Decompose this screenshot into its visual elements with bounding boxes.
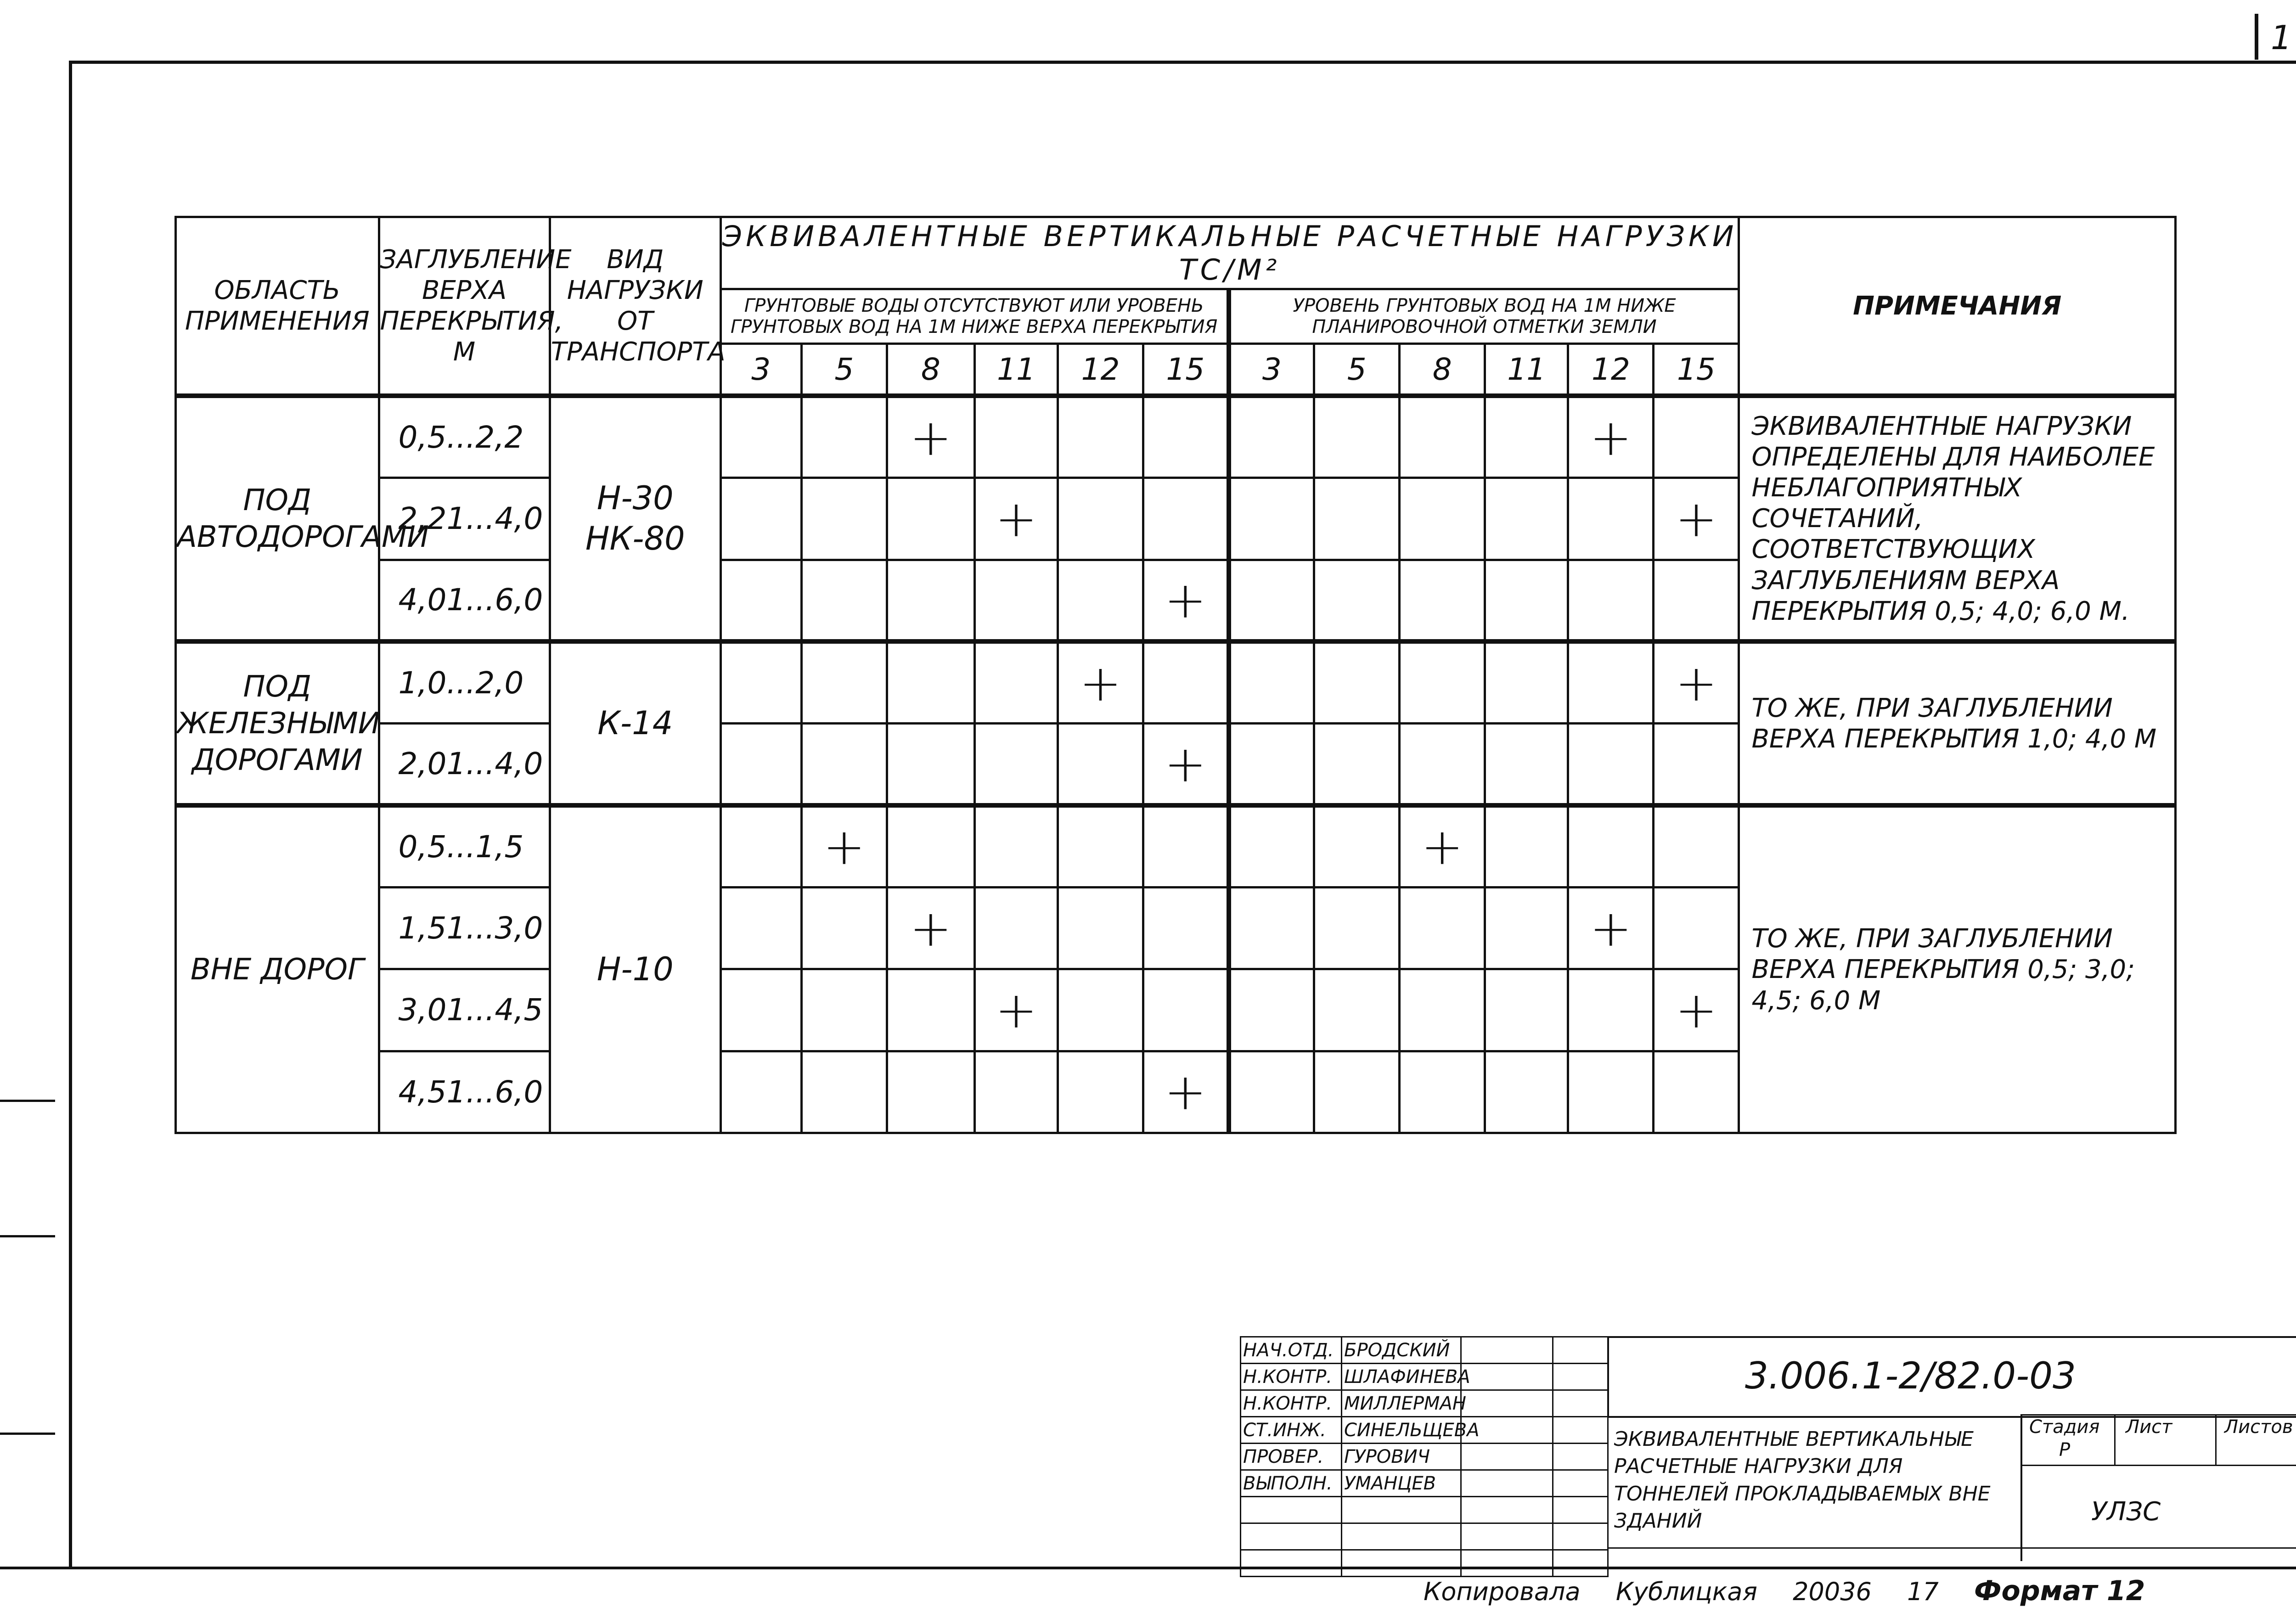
load-cell <box>1229 1051 1314 1133</box>
load-cell <box>1654 887 1739 969</box>
plus-mark: + <box>1675 489 1717 548</box>
footer-format: Формат 12 <box>1974 1575 2145 1607</box>
load-cell <box>801 1051 887 1133</box>
load-cell <box>887 478 974 560</box>
document-code: 3.006.1-2/82.0-03 <box>1745 1354 2076 1397</box>
signature-mark <box>1461 1470 1553 1497</box>
load-cell <box>1400 641 1485 723</box>
load-cell <box>1485 641 1568 723</box>
load-cell <box>801 396 887 478</box>
load-cell <box>887 805 974 887</box>
load-cell <box>1143 396 1229 478</box>
header-notes: ПРИМЕЧАНИЯ <box>1739 217 2176 396</box>
header-group-wet: УРОВЕНЬ ГРУНТОВЫХ ВОД НА 1М НИЖЕ ПЛАНИРОВОЧНОЙ ОТМЕТКИ ЗЕМЛИ <box>1229 289 1739 343</box>
frame-top-line <box>69 61 2296 64</box>
signature-row <box>1241 1390 1608 1417</box>
signature-date <box>1553 1417 1608 1444</box>
load-cell <box>720 887 801 969</box>
load-cell <box>887 724 974 805</box>
title-block-signatures <box>1240 1336 1609 1577</box>
load-cell <box>887 969 974 1051</box>
load-cell <box>720 641 801 723</box>
header-loads-title: ЭКВИВАЛЕНТНЫЕ ВЕРТИКАЛЬНЫЕ РАСЧЕТНЫЕ НАГРУЗКИ ТС/М² <box>720 217 1739 289</box>
signature-role: ПРОВЕР. <box>1241 1444 1342 1470</box>
load-cell <box>1314 396 1400 478</box>
load-cell <box>1143 560 1229 641</box>
load-cell <box>1485 396 1568 478</box>
signature-date <box>1553 1444 1608 1470</box>
table-row <box>176 641 2176 723</box>
load-cell <box>887 1051 974 1133</box>
load-cell <box>1143 478 1229 560</box>
load-cell <box>887 396 974 478</box>
load-cell <box>1143 969 1229 1051</box>
area-cell: ПОД ЖЕЛЕЗНЫМИ ДОРОГАМИ <box>176 641 379 805</box>
signature-name: УМАНЦЕВ <box>1342 1470 1461 1497</box>
sheets-label: Листов <box>2224 1416 2293 1438</box>
depth-cell: 4,51...6,0 <box>379 1051 550 1133</box>
load-cell <box>1058 805 1143 887</box>
signature-name: МИЛЛЕРМАН <box>1342 1390 1461 1417</box>
load-cell <box>801 478 887 560</box>
load-cell <box>887 560 974 641</box>
signature-role: НАЧ.ОТД. <box>1241 1337 1342 1364</box>
depth-cell: 2,21...4,0 <box>379 478 550 560</box>
load-cell <box>1058 969 1143 1051</box>
table-row <box>176 805 2176 887</box>
load-cell <box>1400 969 1485 1051</box>
load-cell <box>1229 805 1314 887</box>
depth-cell: 1,51...3,0 <box>379 887 550 969</box>
load-cell <box>1143 1051 1229 1133</box>
load-cell <box>1568 396 1654 478</box>
signature-empty-cell <box>1342 1550 1461 1577</box>
load-cell <box>1400 1051 1485 1133</box>
load-cell <box>1400 560 1485 641</box>
plus-mark: + <box>1421 817 1463 877</box>
load-cell <box>974 560 1058 641</box>
load-cell <box>1654 560 1739 641</box>
load-cell <box>974 641 1058 723</box>
load-cell <box>974 887 1058 969</box>
stage-value: Р <box>2059 1439 2071 1461</box>
depth-cell: 3,01...4,5 <box>379 969 550 1051</box>
load-cell <box>1314 1051 1400 1133</box>
title-bottom-line <box>1607 1547 2296 1549</box>
load-cell <box>974 478 1058 560</box>
load-cell <box>1568 724 1654 805</box>
plus-mark: + <box>995 489 1038 548</box>
load-cell <box>1058 724 1143 805</box>
load-cell <box>720 724 801 805</box>
load-cell <box>1058 887 1143 969</box>
depth-cell: 2,01...4,0 <box>379 724 550 805</box>
load-cell <box>1654 478 1739 560</box>
footer-name: Кублицкая <box>1615 1577 1757 1606</box>
depth-cell: 0,5...1,5 <box>379 805 550 887</box>
footer-number: 20036 <box>1793 1577 1872 1606</box>
load-cell <box>1400 396 1485 478</box>
signature-role: Н.КОНТР. <box>1241 1390 1342 1417</box>
column-header: 8 <box>887 343 974 396</box>
area-cell: ВНЕ ДОРОГ <box>176 805 379 1133</box>
column-header: 3 <box>1229 343 1314 396</box>
load-cell <box>1058 1051 1143 1133</box>
plus-mark: + <box>909 899 952 958</box>
load-cell <box>974 724 1058 805</box>
plus-mark: + <box>995 980 1038 1039</box>
load-cell <box>1143 724 1229 805</box>
load-cell <box>1143 887 1229 969</box>
frame-bottom-line <box>0 1567 2296 1569</box>
signature-row <box>1241 1550 1608 1577</box>
load-cell <box>1314 478 1400 560</box>
load-cell <box>801 560 887 641</box>
load-cell <box>1485 969 1568 1051</box>
load-cell <box>887 887 974 969</box>
load-cell <box>1229 560 1314 641</box>
load-cell <box>1568 560 1654 641</box>
edge-mark <box>0 1433 55 1435</box>
signature-empty-cell <box>1461 1497 1553 1523</box>
signature-row <box>1241 1470 1608 1497</box>
load-cell <box>1314 724 1400 805</box>
load-type-cell: К-14 <box>550 641 720 805</box>
load-cell <box>801 887 887 969</box>
plus-mark: + <box>1164 1062 1207 1122</box>
signature-row <box>1241 1364 1608 1390</box>
load-cell <box>1314 969 1400 1051</box>
area-cell: ПОД АВТОДОРОГАМИ <box>176 396 379 641</box>
plus-mark: + <box>1589 899 1632 958</box>
signature-empty-cell <box>1461 1523 1553 1550</box>
load-cell <box>1400 805 1485 887</box>
stage-label: Стадия <box>2029 1416 2100 1438</box>
load-cell <box>1568 1051 1654 1133</box>
plus-mark: + <box>1675 980 1717 1039</box>
signature-date <box>1553 1337 1608 1364</box>
footer-copied: Копировала <box>1424 1577 1581 1606</box>
column-header: 5 <box>801 343 887 396</box>
footer-sheet: 17 <box>1907 1577 1939 1606</box>
column-header: 11 <box>1485 343 1568 396</box>
signature-role: ВЫПОЛН. <box>1241 1470 1342 1497</box>
load-cell <box>1314 641 1400 723</box>
load-type-cell: Н-30 НК-80 <box>550 396 720 641</box>
load-cell <box>1485 805 1568 887</box>
load-cell <box>1229 478 1314 560</box>
load-cell <box>1400 887 1485 969</box>
load-cell <box>1058 560 1143 641</box>
footer <box>1424 1575 2172 1607</box>
sheet-label: Лист <box>2126 1416 2172 1438</box>
organization: УЛЗС <box>2091 1497 2161 1527</box>
column-header: 12 <box>1058 343 1143 396</box>
plus-mark: + <box>1164 734 1207 793</box>
signature-mark <box>1461 1364 1553 1390</box>
column-header: 12 <box>1568 343 1654 396</box>
load-cell <box>1058 478 1143 560</box>
signature-role: Н.КОНТР. <box>1241 1364 1342 1390</box>
signature-name: СИНЕЛЬЩЕВА <box>1342 1417 1461 1444</box>
document-title: ЭКВИВАЛЕНТНЫЕ ВЕРТИКАЛЬНЫЕ РАСЧЕТНЫЕ НАГРУЗКИ ДЛЯ ТОННЕЛЕЙ ПРОКЛАДЫВАЕМЫХ ВНЕ ЗДАНИЙ <box>1614 1427 1991 1533</box>
signature-date <box>1553 1470 1608 1497</box>
depth-cell: 0,5...2,2 <box>379 396 550 478</box>
signature-empty-cell <box>1553 1497 1608 1523</box>
signature-row <box>1241 1444 1608 1470</box>
load-cell <box>1568 969 1654 1051</box>
load-cell <box>1568 641 1654 723</box>
signature-date <box>1553 1364 1608 1390</box>
load-cell <box>1485 560 1568 641</box>
load-cell <box>1058 641 1143 723</box>
load-cell <box>887 641 974 723</box>
plus-mark: + <box>1589 408 1632 467</box>
corner-tick <box>2255 14 2258 60</box>
load-cell <box>720 396 801 478</box>
header-depth: ЗАГЛУБЛЕНИЕ ВЕРХА ПЕРЕКРЫТИЯ, М <box>379 217 550 396</box>
signature-empty-cell <box>1241 1523 1342 1550</box>
signature-date <box>1553 1390 1608 1417</box>
signature-name: ГУРОВИЧ <box>1342 1444 1461 1470</box>
signature-empty-cell <box>1461 1550 1553 1577</box>
edge-mark <box>0 1100 55 1102</box>
signature-row <box>1241 1523 1608 1550</box>
loads-table <box>174 216 2177 1134</box>
load-cell <box>974 969 1058 1051</box>
load-cell <box>1143 641 1229 723</box>
signature-name: БРОДСКИЙ <box>1342 1337 1461 1364</box>
signature-mark <box>1461 1444 1553 1470</box>
signature-empty-cell <box>1553 1550 1608 1577</box>
load-cell <box>801 969 887 1051</box>
signature-empty-cell <box>1342 1497 1461 1523</box>
load-cell <box>1654 969 1739 1051</box>
load-cell <box>1568 478 1654 560</box>
depth-cell: 4,01...6,0 <box>379 560 550 641</box>
load-cell <box>1143 805 1229 887</box>
signature-row <box>1241 1497 1608 1523</box>
signature-mark <box>1461 1337 1553 1364</box>
load-cell <box>1314 805 1400 887</box>
column-header: 15 <box>1143 343 1229 396</box>
load-cell <box>720 969 801 1051</box>
signature-empty-cell <box>1342 1523 1461 1550</box>
signature-mark <box>1461 1390 1553 1417</box>
load-cell <box>1568 887 1654 969</box>
load-cell <box>1229 887 1314 969</box>
load-cell <box>974 805 1058 887</box>
plus-mark: + <box>1675 653 1717 713</box>
load-cell <box>1485 724 1568 805</box>
load-cell <box>720 805 801 887</box>
load-cell <box>1229 396 1314 478</box>
load-cell <box>1568 805 1654 887</box>
edge-mark <box>0 1235 55 1237</box>
signature-name: ШЛАФИНЕВА <box>1342 1364 1461 1390</box>
signature-empty-cell <box>1553 1523 1608 1550</box>
load-cell <box>1654 805 1739 887</box>
load-cell <box>801 724 887 805</box>
signature-row <box>1241 1337 1608 1364</box>
column-header: 15 <box>1654 343 1739 396</box>
plus-mark: + <box>909 408 952 467</box>
table-row <box>176 396 2176 478</box>
load-cell <box>720 478 801 560</box>
plus-mark: + <box>1164 570 1207 629</box>
load-type-cell: Н-10 <box>550 805 720 1133</box>
load-cell <box>1485 887 1568 969</box>
load-cell <box>974 1051 1058 1133</box>
load-cell <box>1400 724 1485 805</box>
load-cell <box>720 560 801 641</box>
load-cell <box>1229 641 1314 723</box>
title-stage-box <box>2020 1414 2296 1561</box>
header-load-type: ВИД НАГРУЗКИ ОТ ТРАНСПОРТА <box>550 217 720 396</box>
load-cell <box>1314 887 1400 969</box>
note-cell: ЭКВИВАЛЕНТНЫЕ НАГРУЗКИ ОПРЕДЕЛЕНЫ ДЛЯ НАИБОЛЕЕ НЕБЛАГОПРИЯТНЫХ СОЧЕТАНИЙ, СООТВЕТСТВУЮЩИХ ЗАГЛУБЛЕНИЯМ ВЕРХА ПЕРЕКРЫТИЯ 0,5; 4,0; 6,0 М. <box>1739 396 2176 641</box>
load-cell <box>1229 969 1314 1051</box>
column-header: 8 <box>1400 343 1485 396</box>
load-cell <box>801 641 887 723</box>
plus-mark: + <box>823 817 866 877</box>
header-group-dry: ГРУНТОВЫЕ ВОДЫ ОТСУТСТВУЮТ ИЛИ УРОВЕНЬ ГРУНТОВЫХ ВОД НА 1М НИЖЕ ВЕРХА ПЕРЕКРЫТИЯ <box>720 289 1228 343</box>
load-cell <box>1654 1051 1739 1133</box>
load-cell <box>1485 478 1568 560</box>
signature-empty-cell <box>1241 1497 1342 1523</box>
column-header: 5 <box>1314 343 1400 396</box>
note-cell: ТО ЖЕ, ПРИ ЗАГЛУБЛЕНИИ ВЕРХА ПЕРЕКРЫТИЯ 1,0; 4,0 М <box>1739 641 2176 805</box>
plus-mark: + <box>1079 653 1122 713</box>
depth-cell: 1,0...2,0 <box>379 641 550 723</box>
note-cell: ТО ЖЕ, ПРИ ЗАГЛУБЛЕНИИ ВЕРХА ПЕРЕКРЫТИЯ 0,5; 3,0; 4,5; 6,0 М <box>1739 805 2176 1133</box>
column-header: 11 <box>974 343 1058 396</box>
load-cell <box>720 1051 801 1133</box>
load-cell <box>974 396 1058 478</box>
header-area: ОБЛАСТЬ ПРИМЕНЕНИЯ <box>176 217 379 396</box>
signature-empty-cell <box>1241 1550 1342 1577</box>
load-cell <box>1485 1051 1568 1133</box>
column-header: 3 <box>720 343 801 396</box>
signature-row <box>1241 1417 1608 1444</box>
signature-role: СТ.ИНЖ. <box>1241 1417 1342 1444</box>
load-cell <box>1400 478 1485 560</box>
corner-number: 1 <box>2271 18 2292 57</box>
load-cell <box>1229 724 1314 805</box>
frame-left-line <box>69 61 72 1567</box>
load-cell <box>1058 396 1143 478</box>
load-cell <box>801 805 887 887</box>
load-cell <box>1314 560 1400 641</box>
title-block <box>1240 1336 2296 1566</box>
load-cell <box>1654 641 1739 723</box>
load-cell <box>1654 396 1739 478</box>
load-cell <box>1654 724 1739 805</box>
